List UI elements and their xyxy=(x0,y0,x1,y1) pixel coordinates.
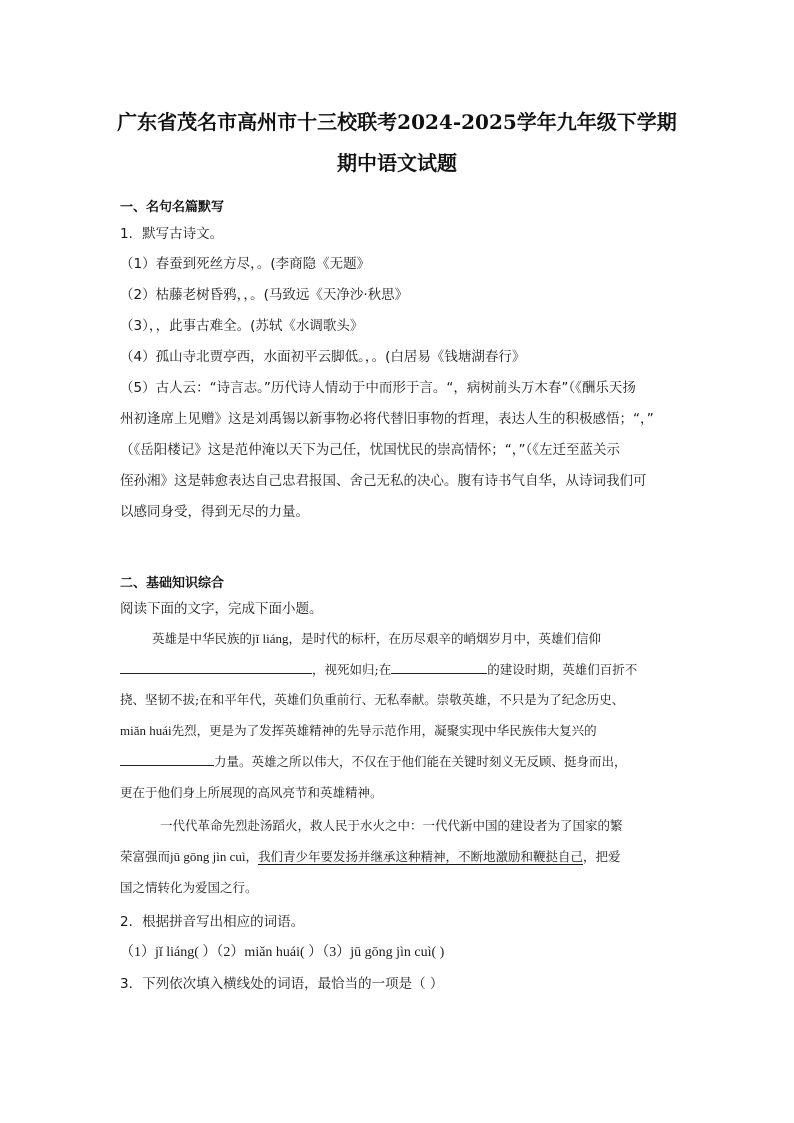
question-3-stem: 3．下列依次填入横线处的词语，最恰当的一项是（ ） xyxy=(120,976,444,992)
passage-text: 荣富强而 xyxy=(120,849,171,864)
pinyin-mianhuai: miǎn huái xyxy=(120,723,172,738)
q1-item-2: （2）枯藤老树昏鸦，，。(马致远《天净沙·秋思》 xyxy=(120,287,409,303)
passage-p2-line3: 国之情转化为爱国之行。 xyxy=(120,880,258,895)
passage-text: ，是时代的标杆，在历尽艰辛的峭烟岁月中，英雄们信仰 xyxy=(288,631,601,646)
passage-p1-line6: 更在于他们身上所展现的高风亮节和英雄精神。 xyxy=(120,785,383,800)
reading-intro: 阅读下面的文字，完成下面小题。 xyxy=(120,601,323,617)
q1-item-4: （4）孤山寺北贾亭西，水面初平云脚低。，。(白居易《钱塘湖春行》 xyxy=(120,349,526,365)
section1-heading: 一、名句名篇默写 xyxy=(120,200,225,215)
q1-item-5-line1: （5）古人云：“诗言志。”历代诗人情动于中而形于言。“，病树前头万木春”（《酬乐天扬 xyxy=(120,380,636,396)
underlined-sentence: 我们青少年要发扬并继承这种精神，不断地激励和鞭挞自己 xyxy=(258,849,584,864)
passage-text: 先烈，更是为了发挥英雄精神的先导示范作用，凝聚实现中华民族伟大复兴的 xyxy=(171,723,597,738)
q1-item-1: （1）春蚕到死丝方尽，。(李商隐《无题》 xyxy=(120,256,371,272)
passage-p1-line4 xyxy=(120,721,597,739)
pinyin-jiliang: jǐ liáng xyxy=(252,631,289,646)
question-2-stem: 2．根据拼音写出相应的词语。 xyxy=(120,914,305,930)
answer-blank[interactable] xyxy=(120,661,312,674)
pinyin-jugongjincui: jū gōng jìn cuì xyxy=(170,849,246,864)
passage-p1-line5 xyxy=(120,752,627,770)
passage-p1-line2 xyxy=(120,660,637,678)
answer-blank[interactable] xyxy=(120,753,214,766)
passage-p1-line3: 挠、坚韧不拔;在和平年代，英雄们负重前行、无私奉献。崇敬英雄，不只是为了纪念历史、 xyxy=(120,692,625,707)
q1-item-5-line3: （《岳阳楼记》这是范仲淹以天下为己任，忧国忧民的崇高情怀；“，”（《左迁至蓝关示 xyxy=(120,442,620,458)
passage-text: ， xyxy=(245,849,258,864)
passage-text: 英雄是中华民族的 xyxy=(152,631,253,646)
passage-text: 力量。英雄之所以伟大，不仅在于他们能在关键时刻义无反顾、挺身而出， xyxy=(214,754,627,769)
q1-item-3: （3），，此事古难全。(苏轼《水调歌头》 xyxy=(120,318,364,334)
passage-p1-line1 xyxy=(152,629,601,647)
passage-text: ，把爱 xyxy=(583,849,621,864)
passage-text: 的建设时期，英雄们百折不 xyxy=(487,662,638,677)
passage-p2-line1: 一代代革命先烈赴汤蹈火，救人民于水火之中：一代代新中国的建设者为了国家的繁 xyxy=(160,818,623,833)
question-1-stem: 1．默写古诗文。 xyxy=(120,226,224,242)
answer-blank[interactable] xyxy=(391,661,487,674)
question-2-items: （1）jǐ liáng( ）（2）miǎn huái( ）（3）jū gōng jìn cuì( ) xyxy=(120,945,445,960)
section2-heading: 二、基础知识综合 xyxy=(120,576,225,591)
q1-item-5-line4: 侄孙湘》这是韩愈表达自己忠君报国、舍己无私的决心。腹有诗书气自华，从诗词我们可 xyxy=(120,473,647,489)
q1-item-5-line5: 以感同身受，得到无尽的力量。 xyxy=(120,504,309,520)
exam-title-line2: 期中语文试题 xyxy=(337,151,457,175)
passage-text: ，视死如归;在 xyxy=(312,662,392,677)
q1-item-5-line2: 州初逢席上见赠》这是刘禹锡以新事物必将代替旧事物的哲理，表达人生的积极感悟；“，” xyxy=(120,411,654,427)
passage-p2-line2 xyxy=(120,847,621,865)
exam-title-line1: 广东省茂名市高州市十三校联考2024-2025学年九年级下学期 xyxy=(117,110,677,134)
